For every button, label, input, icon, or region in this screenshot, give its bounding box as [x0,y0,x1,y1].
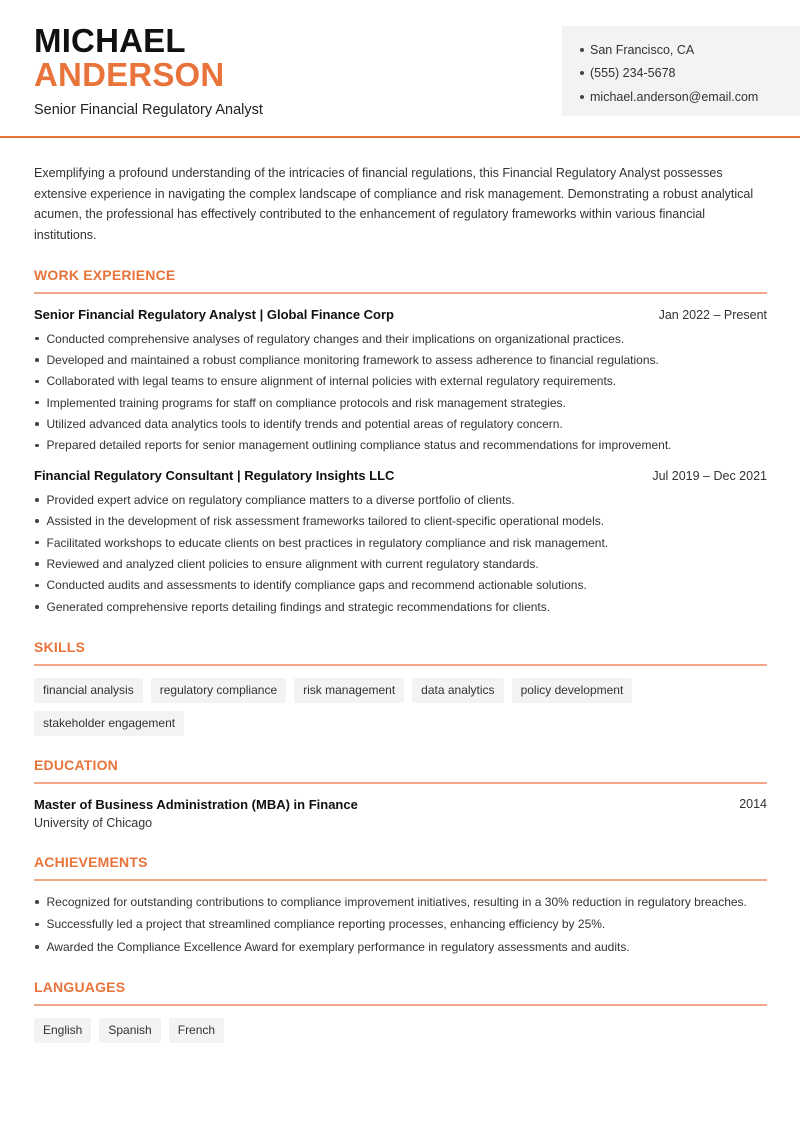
list-item [34,891,767,914]
skills-list [34,678,767,736]
list-item-text: Prepared detailed reports for senior management outlining compliance status and recommendations for improvement. [46,438,672,453]
list-item [34,435,767,456]
list-item-text: Awarded the Compliance Excellence Award for exemplary performance in regulatory assessments and audits. [46,939,630,954]
languages-list [34,1018,767,1043]
bullet-icon [35,519,39,523]
skill-chip: stakeholder engagement [34,711,184,736]
education-school: University of Chicago [34,815,153,830]
skill-chip: risk management [294,678,404,703]
list-item [34,511,767,532]
bullet-icon [35,444,39,448]
job-entry [34,307,767,456]
job-bullets [34,328,767,456]
list-item [34,413,767,434]
job-role: Senior Financial Regulatory Analyst | Global Finance Corp [34,306,395,322]
job-bullets [34,489,767,617]
list-item-text: Utilized advanced data analytics tools to identify trends and potential areas of regulatory concern. [46,417,563,432]
contact-box [562,26,800,116]
bullet-icon [35,422,39,426]
list-item-text: Successfully led a project that streamlined compliance reporting processes, enhancing efficiency by 25%. [46,917,606,932]
bullet-icon [35,401,39,405]
list-item-text: Collaborated with legal teams to ensure alignment of internal policies with external regulatory requirements. [46,374,617,389]
bullet-icon [35,945,39,949]
bullet-icon [35,380,39,384]
achievements-list [34,891,767,959]
list-item-text: Reviewed and analyzed client policies to ensure alignment with current regulatory standards. [46,557,539,572]
contact-location-text: San Francisco, CA [590,42,695,57]
language-chip: French [169,1018,224,1043]
bullet-icon [35,900,39,904]
bullet-icon [35,562,39,566]
contact-phone-text: (555) 234-5678 [590,66,676,81]
job-role: Financial Regulatory Consultant | Regulatory Insights LLC [34,468,395,484]
list-item [34,489,767,510]
bullet-icon [35,498,39,502]
bullet-icon [35,358,39,362]
name-block [34,24,263,118]
job-entry [34,468,767,617]
bullet-icon [35,605,39,609]
section-title-languages: LANGUAGES [34,979,767,1006]
job-header [34,307,767,322]
bullet-icon [580,48,584,52]
language-chip: Spanish [99,1018,160,1043]
job-title: Senior Financial Regulatory Analyst [34,102,263,118]
list-item-text: Generated comprehensive reports detailing findings and strategic recommendations for clients. [46,599,551,614]
list-item [34,349,767,370]
list-item-text: Implemented training programs for staff on compliance protocols and risk management strategies. [46,395,566,410]
contact-email [580,85,800,109]
contact-phone [580,62,800,86]
bullet-icon [35,584,39,588]
bullet-icon [580,95,584,99]
list-item [34,371,767,392]
skill-chip: policy development [512,678,633,703]
list-item [34,913,767,936]
list-item [34,596,767,617]
bullet-icon [35,923,39,927]
education-degree: Master of Business Administration (MBA) in Finance [34,796,358,812]
list-item-text: Conducted comprehensive analyses of regulatory changes and their implications on organizational practices. [46,331,625,346]
bullet-icon [35,541,39,545]
list-item [34,328,767,349]
resume-header [0,0,800,138]
list-item-text: Assisted in the development of risk assessment frameworks tailored to client-specific operational models. [46,514,605,529]
job-dates: Jan 2022 – Present [658,307,767,322]
list-item [34,936,767,959]
list-item [34,392,767,413]
job-header [34,468,767,483]
section-title-achievements: ACHIEVEMENTS [34,854,767,881]
contact-location [580,38,800,62]
skill-chip: regulatory compliance [151,678,286,703]
language-chip: English [34,1018,91,1043]
contact-email-text: michael.anderson@email.com [590,89,759,104]
first-name: MICHAEL [34,22,186,59]
skill-chip: data analytics [412,678,503,703]
job-dates: Jul 2019 – Dec 2021 [652,469,767,484]
education-year: 2014 [739,796,767,811]
education-entry [34,797,767,812]
list-item-text: Provided expert advice on regulatory compliance matters to a diverse portfolio of clients. [46,492,515,507]
summary: Exemplifying a profound understanding of the intricacies of financial regulations, this Financial Regulatory Analyst possesses extensive experience in navigating the complex landscape of compliance and risk management. Demonstrating a robust analytical acumen, the professional has effectively contributed to the enhancement of regulatory frameworks within various financial institutions. [34,166,754,243]
list-item [34,532,767,553]
bullet-icon [580,71,584,75]
list-item [34,575,767,596]
section-title-education: EDUCATION [34,757,767,784]
resume-body [34,163,767,1043]
list-item-text: Conducted audits and assessments to identify compliance gaps and recommend actionable solutions. [46,578,587,593]
list-item-text: Recognized for outstanding contributions to compliance improvement initiatives, resulting in a 30% reduction in regulatory breaches. [46,894,747,909]
skill-chip: financial analysis [34,678,143,703]
list-item [34,553,767,574]
list-item-text: Developed and maintained a robust compliance monitoring framework to assess adherence to financial regulations. [46,352,659,367]
last-name: ANDERSON [34,56,225,93]
section-title-skills: SKILLS [34,639,767,666]
list-item-text: Facilitated workshops to educate clients on best practices in regulatory compliance and risk management. [46,535,609,550]
bullet-icon [35,337,39,341]
section-title-work-experience: WORK EXPERIENCE [34,267,767,294]
